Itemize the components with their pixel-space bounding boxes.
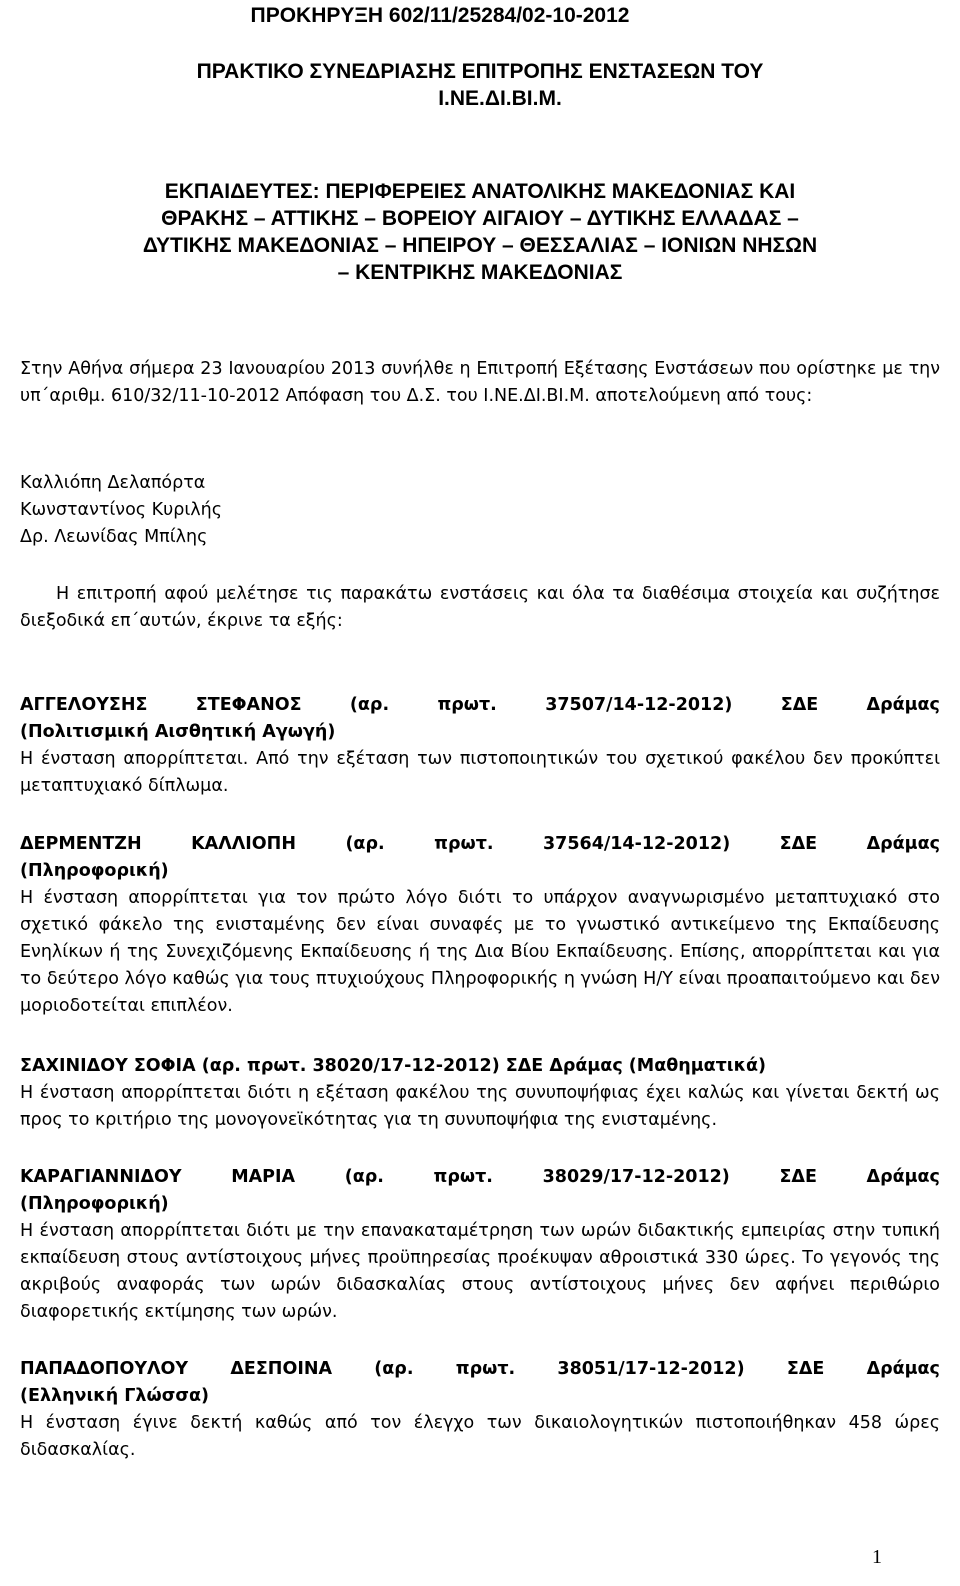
heading-word: 37564/14-12-2012) [542, 834, 731, 854]
decision-item [20, 692, 940, 800]
heading-word: ΚΑΛΛΙΟΠΗ [191, 834, 296, 854]
member-name: Καλλιόπη Δελαπόρτα [20, 473, 206, 493]
regions-title-line: – ΚΕΝΤΡΙΚΗΣ ΜΑΚΕΔΟΝΙΑΣ [337, 261, 623, 284]
heading-word: πρωτ. [437, 695, 497, 715]
committee-title-line: ΠΡΑΚΤΙΚΟ ΣΥΝΕΔΡΙΑΣΗΣ ΕΠΙΤΡΟΠΗΣ ΕΝΣΤΑΣΕΩΝ ΤΟΥ [196, 60, 764, 83]
decision-text: Η ένσταση έγινε δεκτή καθώς από τον έλεγχο των δικαιολογητικών πιστοποιήθηκαν 458 ώρες διδασκαλίας. [20, 1413, 940, 1460]
decision-item [20, 1053, 940, 1134]
heading-word: ΣΔΕ [779, 1167, 817, 1187]
heading-word: (αρ. [345, 834, 385, 854]
heading-word: ΔΕΡΜΕΝΤΖΗ [20, 834, 142, 854]
document-title: ΠΡΟΚΗΡΥΞΗ 602/11/25284/02-10-2012 [250, 4, 630, 27]
heading-word: 38029/17-12-2012) [542, 1167, 730, 1187]
heading-word: ΣΔΕ [786, 1359, 825, 1379]
decision-item [20, 1164, 940, 1326]
heading-word: ΑΓΓΕΛΟΥΣΗΣ [20, 695, 148, 715]
heading-word: ΣΤΕΦΑΝΟΣ [195, 695, 302, 715]
heading-word: 37507/14-12-2012) [545, 695, 733, 715]
heading-word: ΠΑΠΑΔΟΠΟΥΛΟΥ [20, 1359, 189, 1379]
decision-subject: (Πολιτισμική Αισθητική Αγωγή) [20, 722, 336, 742]
decision-text: Η ένσταση απορρίπτεται διότι με την επανακαταμέτρηση των ωρών διδακτικής εμπειρίας στην τυπική εκπαίδευση στους αντίστοιχους μήνες προϋπηρεσίας προέκυψαν αθροιστικά 330 ώρες. Το γεγονός της ακριβούς αναφοράς των ωρών διδασκαλίας στους αντίστοιχους μήνες δεν αφήνει περιθώριο διαφορετικής εκτίμησης των ωρών. [20, 1221, 940, 1322]
decision-heading [20, 831, 940, 858]
page-number: 1 [872, 1546, 882, 1568]
heading-word: Δράμας [866, 834, 940, 854]
decision-heading: ΣΑΧΙΝΙΔΟΥ ΣΟΦΙΑ (αρ. πρωτ. 38020/17-12-2012) ΣΔΕ Δράμας (Μαθηματικά) [20, 1056, 767, 1076]
decision-text: Η ένσταση απορρίπτεται. Από την εξέταση των πιστοποιητικών του σχετικού φακέλου δεν προκύπτει μεταπτυχιακό δίπλωμα. [20, 749, 940, 796]
heading-word: ΣΔΕ [780, 695, 819, 715]
committee-statement: Η επιτροπή αφού μελέτησε τις παρακάτω ενστάσεις και όλα τα διαθέσιμα στοιχεία και συζήτησε διεξοδικά επ΄αυτών, έκρινε τα εξής: [20, 584, 940, 631]
intro-paragraph: Στην Αθήνα σήμερα 23 Ιανουαρίου 2013 συνήλθε η Επιτροπή Εξέτασης Ενστάσεων που ορίστηκε με την υπ΄αριθμ. 610/32/11-10-2012 Απόφαση του Δ.Σ. του Ι.ΝΕ.ΔΙ.ΒΙ.Μ. αποτελούμενη από τους: [20, 359, 940, 406]
decision-item [20, 1356, 940, 1464]
committee-members [20, 470, 940, 551]
committee-title [0, 58, 960, 112]
decision-subject: (Πληροφορική) [20, 1194, 169, 1214]
heading-word: (αρ. [374, 1359, 414, 1379]
regions-title [0, 178, 960, 286]
decision-subject: (Ελληνική Γλώσσα) [20, 1386, 209, 1406]
heading-word: Δράμας [866, 1167, 940, 1187]
member-name: Κωνσταντίνος Κυριλής [20, 500, 222, 520]
committee-title-line: Ι.ΝΕ.ΔΙ.ΒΙ.Μ. [438, 87, 562, 110]
decision-heading [20, 1356, 940, 1383]
heading-word: πρωτ. [433, 1167, 493, 1187]
heading-word: Δράμας [866, 1359, 940, 1379]
decision-item [20, 831, 940, 1020]
regions-title-line: ΕΚΠΑΙΔΕΥΤΕΣ: ΠΕΡΙΦΕΡΕΙΕΣ ΑΝΑΤΟΛΙΚΗΣ ΜΑΚΕΔΟΝΙΑΣ ΚΑΙ [164, 180, 796, 203]
regions-title-line: ΔΥΤΙΚΗΣ ΜΑΚΕΔΟΝΙΑΣ – ΗΠΕΙΡΟΥ – ΘΕΣΣΑΛΙΑΣ – ΙΟΝΙΩΝ ΝΗΣΩΝ [142, 234, 818, 257]
heading-word: ΔΕΣΠΟΙΝΑ [230, 1359, 333, 1379]
member-name: Δρ. Λεωνίδας Μπίλης [20, 527, 208, 547]
heading-word: (αρ. [344, 1167, 384, 1187]
decision-heading [20, 1164, 940, 1191]
heading-word: (αρ. [349, 695, 390, 715]
decision-subject: (Πληροφορική) [20, 861, 169, 881]
heading-word: 38051/17-12-2012) [557, 1359, 745, 1379]
heading-word: ΣΔΕ [779, 834, 818, 854]
decision-text: Η ένσταση απορρίπτεται διότι η εξέταση φακέλου της συνυποψήφιας έχει καλώς και γίνεται δεκτή ως προς το κριτήριο της μονογονεϊκότητας για τη συνυποψήφια της ενισταμένης. [20, 1083, 940, 1130]
regions-title-line: ΘΡΑΚΗΣ – ΑΤΤΙΚΗΣ – ΒΟΡΕΙΟΥ ΑΙΓΑΙΟΥ – ΔΥΤΙΚΗΣ ΕΛΛΑΔΑΣ – [161, 207, 799, 230]
heading-word: πρωτ. [434, 834, 494, 854]
decision-heading [20, 692, 940, 719]
heading-word: πρωτ. [455, 1359, 516, 1379]
heading-word: Δράμας [866, 695, 940, 715]
decision-text: Η ένσταση απορρίπτεται για τον πρώτο λόγο διότι το υπάρχον αναγνωρισμένο μεταπτυχιακό στο σχετικό φάκελο της ενισταμένης δεν είναι συναφές με το γνωστικό αντικείμενο της Εκπαίδευσης Ενηλίκων ή της Συνεχιζόμενης Εκπαίδευσης ή της Δια Βίου Εκπαίδευσης. Επίσης, απορρίπτεται και για το δεύτερο λόγο καθώς για τους πτυχιούχους Πληροφορικής η γνώση Η/Υ είναι προαπαιτούμενο και δεν μοριοδοτείται επιπλέον. [20, 888, 940, 1016]
heading-word: ΚΑΡΑΓΙΑΝΝΙΔΟΥ [20, 1167, 182, 1187]
heading-word: ΜΑΡΙΑ [231, 1167, 296, 1187]
